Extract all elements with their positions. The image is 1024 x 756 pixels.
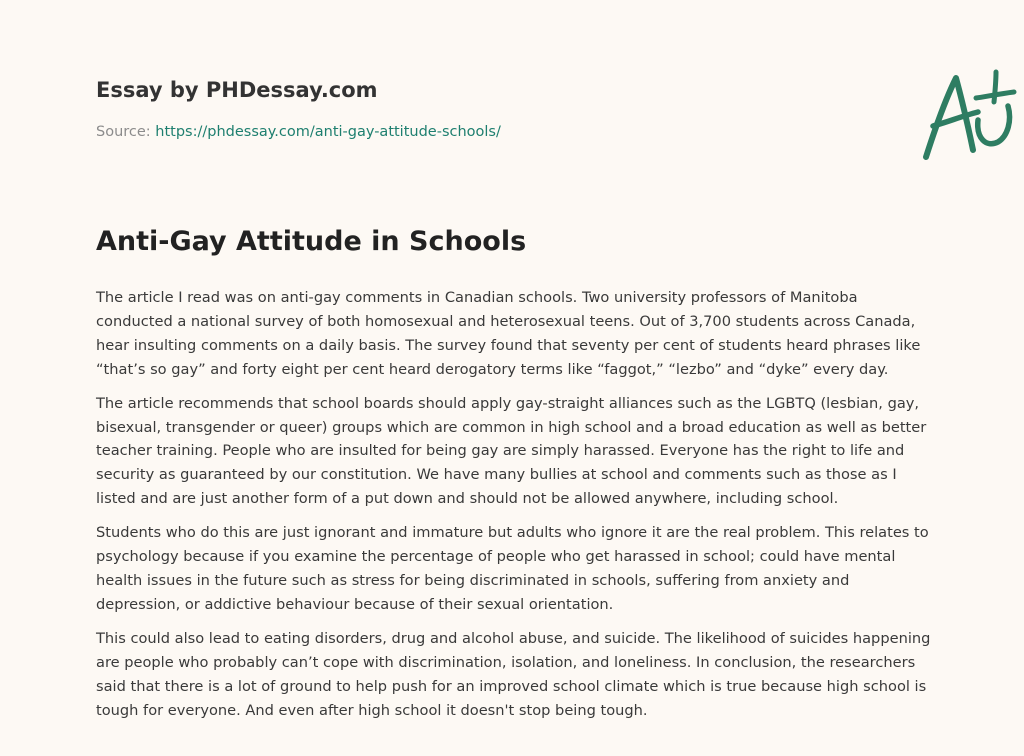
essay-paragraph: The article I read was on anti-gay comments in Canadian schools. Two university professors of Manitoba conducted a national survey of both homosexual and heterosexual teens. Out of 3,700 students across Canada, hear insulting comments on a daily basis. The survey found that seventy per cent of students heard phrases like “that’s so gay” and forty eight per cent heard derogatory terms like “faggot,” “lezbo” and “dyke” every day. — [96, 289, 921, 378]
a-plus-logo-icon — [918, 68, 1024, 164]
essay-paragraph: This could also lead to eating disorders, drug and alcohol abuse, and suicide. The likelihood of suicides happening are people who probably can’t cope with discrimination, isolation, and loneliness. In conclusion, the researchers said that there is a lot of ground to help push for an improved school climate which is true because high school is tough for everyone. And even after high school it doesn't stop being tough. — [96, 629, 931, 719]
source-link[interactable]: https://phdessay.com/anti-gay-attitude-schools/ — [155, 124, 501, 140]
essay-paragraph: Students who do this are just ignorant and immature but adults who ignore it are the real problem. This relates to psychology because if you examine the percentage of people who get harassed in school; could have mental health issues in the future such as stress for being discriminated in schools, suffering from anxiety and depression, or addictive behaviour because of their sexual orientation. — [96, 524, 929, 613]
source-label: Source: — [96, 124, 151, 140]
brand-title: Essay by PHDessay.com — [96, 78, 378, 102]
essay-body — [96, 286, 936, 732]
essay-paragraph: The article recommends that school boards should apply gay-straight alliances such as the LGBTQ (lesbian, gay, bisexual, transgender or queer) groups which are common in high school and a broad education as well as better teacher training. People who are insulted for being gay are simply harassed. Everyone has the right to life and security as guaranteed by our constitution. We have many bullies at school and comments such as those as I listed and are just another form of a put down and should not be allowed anywhere, including school. — [96, 394, 927, 508]
source-line — [96, 124, 501, 140]
essay-title: Anti-Gay Attitude in Schools — [96, 226, 527, 257]
